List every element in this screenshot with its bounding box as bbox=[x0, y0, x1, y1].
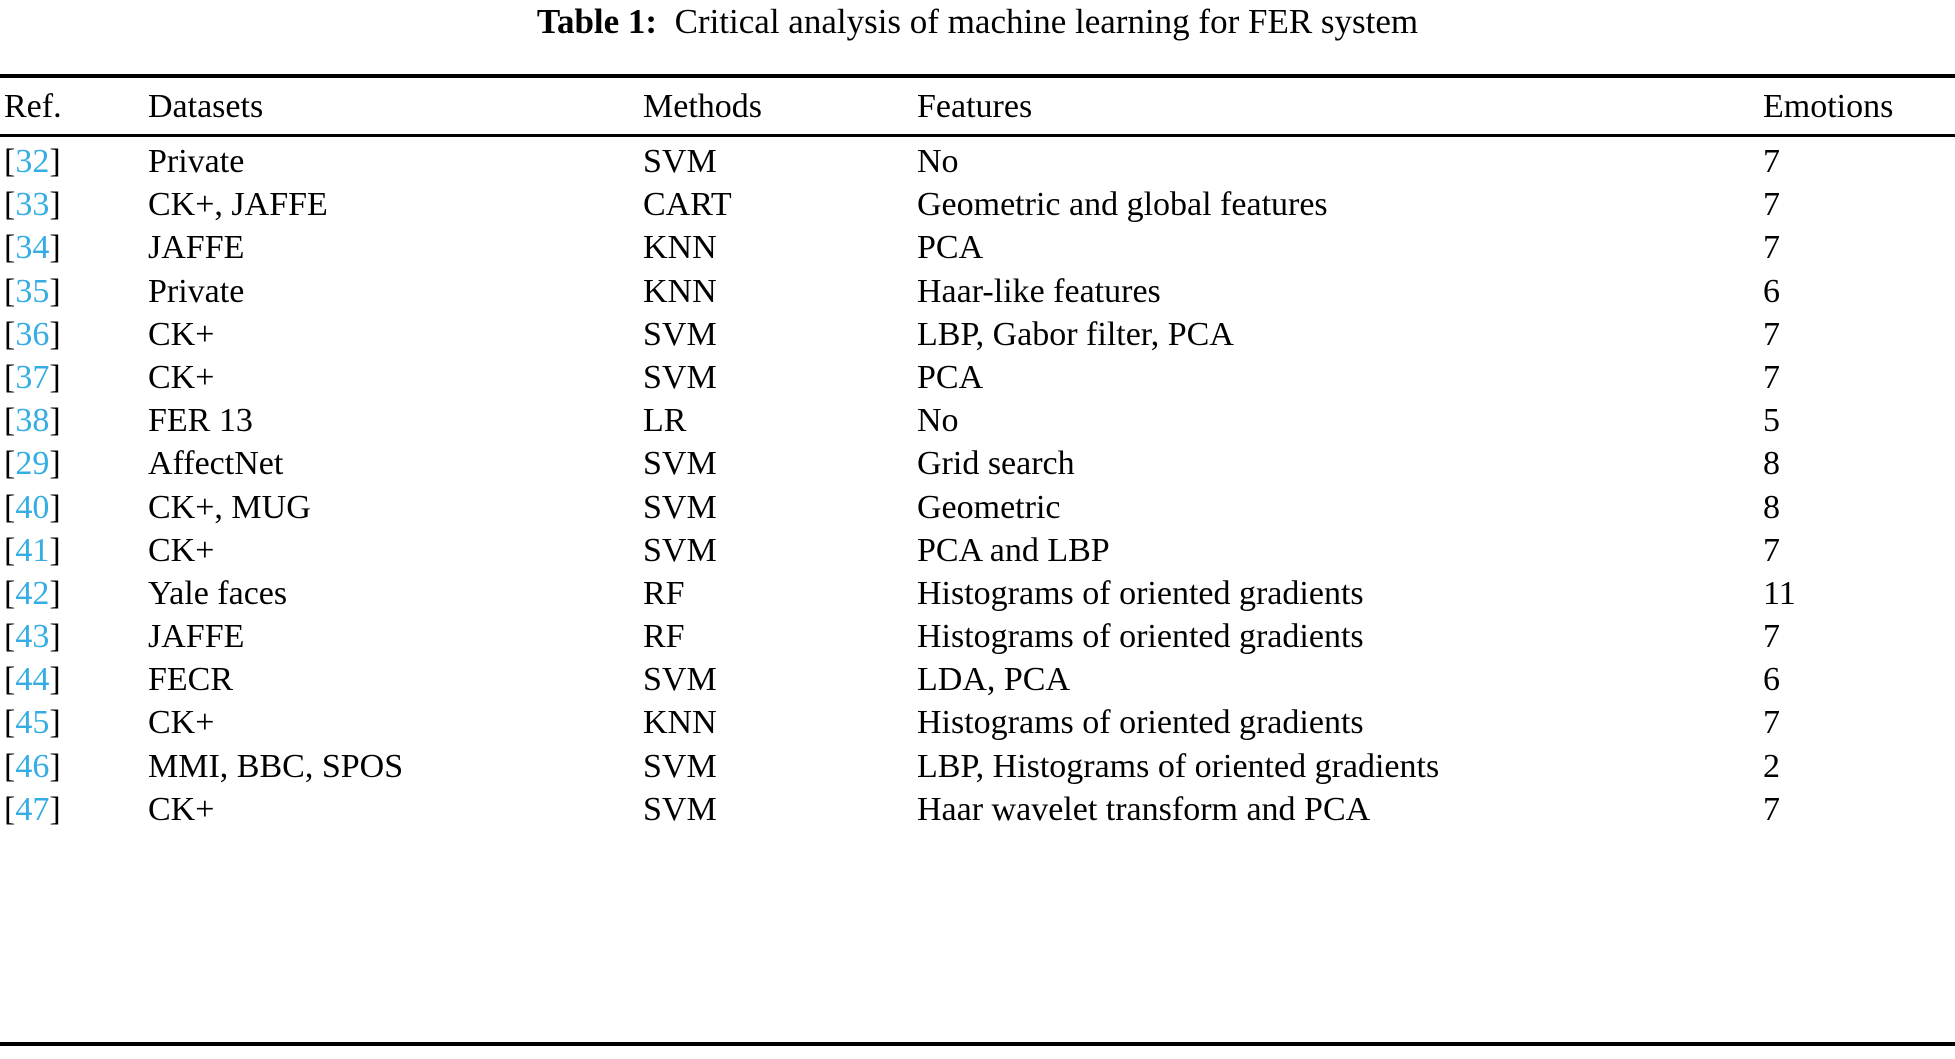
cell-methods: SVM bbox=[643, 315, 717, 353]
citation-bracket-close: ] bbox=[49, 358, 61, 396]
cell-datasets: CK+, JAFFE bbox=[148, 186, 328, 224]
cell-datasets: CK+ bbox=[148, 358, 215, 396]
citation-link[interactable] bbox=[4, 486, 144, 529]
table-row bbox=[0, 615, 1955, 658]
cell-features: Histograms of oriented gradients bbox=[917, 704, 1364, 742]
citation-bracket-open: [ bbox=[4, 790, 16, 828]
citation-number[interactable]: 33 bbox=[15, 186, 50, 224]
citation-bracket-open: [ bbox=[4, 143, 16, 180]
cell-methods: KNN bbox=[643, 229, 717, 267]
citation-bracket-open: [ bbox=[4, 358, 16, 396]
cell-datasets: Yale faces bbox=[148, 574, 288, 612]
cell-datasets: AffectNet bbox=[148, 445, 284, 483]
citation-bracket-close: ] bbox=[49, 790, 61, 828]
citation-bracket-open: [ bbox=[4, 445, 16, 483]
cell-datasets: CK+ bbox=[148, 790, 215, 828]
cell-datasets: JAFFE bbox=[148, 618, 245, 656]
cell-features: No bbox=[917, 143, 959, 180]
cell-features: PCA bbox=[917, 358, 984, 396]
cell-methods: KNN bbox=[643, 272, 717, 310]
table-row bbox=[0, 399, 1955, 442]
citation-link[interactable] bbox=[4, 745, 144, 788]
column-header-ref: Ref. bbox=[4, 88, 62, 125]
cell-emotions: 5 bbox=[1763, 402, 1780, 440]
citation-bracket-open: [ bbox=[4, 661, 16, 699]
citation-link[interactable] bbox=[4, 658, 144, 701]
cell-emotions: 7 bbox=[1763, 229, 1780, 267]
table-caption-label: Table 1: bbox=[536, 2, 658, 41]
citation-number[interactable]: 43 bbox=[15, 618, 50, 656]
cell-methods: SVM bbox=[643, 143, 717, 180]
table-row bbox=[0, 745, 1955, 788]
citation-bracket-open: [ bbox=[4, 402, 16, 440]
table-caption bbox=[0, 0, 1955, 44]
table-row bbox=[0, 226, 1955, 269]
cell-datasets: CK+, MUG bbox=[148, 488, 311, 526]
cell-features: Haar wavelet transform and PCA bbox=[917, 790, 1371, 828]
cell-features: PCA and LBP bbox=[917, 531, 1110, 569]
citation-link[interactable] bbox=[4, 529, 144, 572]
citation-bracket-open: [ bbox=[4, 574, 16, 612]
cell-features: LBP, Histograms of oriented gradients bbox=[917, 747, 1440, 785]
citation-number[interactable]: 34 bbox=[15, 229, 50, 267]
cell-features: Grid search bbox=[917, 445, 1075, 483]
column-header-features: Features bbox=[917, 88, 1033, 125]
citation-bracket-close: ] bbox=[49, 488, 61, 526]
table-row bbox=[0, 313, 1955, 356]
cell-features: LDA, PCA bbox=[917, 661, 1071, 699]
citation-bracket-open: [ bbox=[4, 186, 16, 224]
citation-bracket-close: ] bbox=[49, 574, 61, 612]
cell-emotions: 7 bbox=[1763, 186, 1780, 224]
cell-methods: SVM bbox=[643, 790, 717, 828]
citation-link[interactable] bbox=[4, 572, 144, 615]
table-body bbox=[0, 140, 1955, 831]
cell-datasets: FECR bbox=[148, 661, 234, 699]
citation-number[interactable]: 42 bbox=[15, 574, 50, 612]
citation-link[interactable] bbox=[4, 313, 144, 356]
citation-number[interactable]: 38 bbox=[15, 402, 50, 440]
table-row bbox=[0, 140, 1955, 183]
citation-bracket-close: ] bbox=[49, 186, 61, 224]
citation-bracket-close: ] bbox=[49, 661, 61, 699]
table-row bbox=[0, 356, 1955, 399]
citation-bracket-open: [ bbox=[4, 272, 16, 310]
citation-number[interactable]: 46 bbox=[15, 747, 50, 785]
cell-emotions: 11 bbox=[1763, 574, 1796, 612]
citation-number[interactable]: 47 bbox=[15, 790, 50, 828]
cell-emotions: 7 bbox=[1763, 315, 1780, 353]
citation-bracket-close: ] bbox=[49, 229, 61, 267]
citation-link[interactable] bbox=[4, 270, 144, 313]
table-row bbox=[0, 701, 1955, 744]
citation-link[interactable] bbox=[4, 701, 144, 744]
citation-bracket-open: [ bbox=[4, 704, 16, 742]
citation-bracket-open: [ bbox=[4, 229, 16, 267]
citation-number[interactable]: 36 bbox=[15, 315, 50, 353]
table-header-rule bbox=[0, 134, 1955, 137]
citation-bracket-close: ] bbox=[49, 315, 61, 353]
column-header-datasets: Datasets bbox=[148, 88, 264, 125]
citation-bracket-open: [ bbox=[4, 618, 16, 656]
cell-emotions: 8 bbox=[1763, 445, 1780, 483]
citation-number[interactable]: 32 bbox=[15, 143, 50, 180]
citation-bracket-close: ] bbox=[49, 747, 61, 785]
cell-datasets: FER 13 bbox=[148, 402, 253, 440]
cell-methods: KNN bbox=[643, 704, 717, 742]
cell-datasets: CK+ bbox=[148, 531, 215, 569]
table-row bbox=[0, 183, 1955, 226]
citation-bracket-close: ] bbox=[49, 402, 61, 440]
table-row bbox=[0, 788, 1955, 831]
table-header-row bbox=[0, 82, 1955, 132]
citation-number[interactable]: 29 bbox=[15, 445, 50, 483]
citation-bracket-close: ] bbox=[49, 531, 61, 569]
citation-bracket-close: ] bbox=[49, 618, 61, 656]
citation-bracket-close: ] bbox=[49, 143, 61, 180]
column-header-emotions: Emotions bbox=[1763, 88, 1894, 125]
cell-datasets: JAFFE bbox=[148, 229, 245, 267]
cell-datasets: Private bbox=[148, 272, 245, 310]
cell-methods: LR bbox=[643, 402, 687, 440]
table-row bbox=[0, 658, 1955, 701]
citation-link[interactable] bbox=[4, 615, 144, 658]
cell-features: Histograms of oriented gradients bbox=[917, 618, 1364, 656]
citation-link[interactable] bbox=[4, 140, 144, 183]
citation-bracket-open: [ bbox=[4, 315, 16, 353]
cell-emotions: 7 bbox=[1763, 358, 1780, 396]
cell-methods: SVM bbox=[643, 747, 717, 785]
cell-methods: RF bbox=[643, 618, 685, 656]
citation-bracket-open: [ bbox=[4, 531, 16, 569]
citation-link[interactable] bbox=[4, 788, 144, 831]
citation-bracket-open: [ bbox=[4, 747, 16, 785]
table-top-rule bbox=[0, 74, 1955, 78]
table-row bbox=[0, 529, 1955, 572]
cell-features: Geometric bbox=[917, 488, 1061, 526]
citation-number[interactable]: 44 bbox=[15, 661, 50, 699]
cell-emotions: 7 bbox=[1763, 531, 1780, 569]
cell-emotions: 6 bbox=[1763, 661, 1780, 699]
cell-datasets: CK+ bbox=[148, 704, 215, 742]
citation-bracket-close: ] bbox=[49, 272, 61, 310]
cell-methods: CART bbox=[643, 186, 732, 224]
cell-methods: SVM bbox=[643, 358, 717, 396]
table-row bbox=[0, 572, 1955, 615]
citation-bracket-close: ] bbox=[49, 704, 61, 742]
citation-number[interactable]: 40 bbox=[15, 488, 50, 526]
citation-bracket-close: ] bbox=[49, 445, 61, 483]
column-header-methods: Methods bbox=[643, 88, 762, 125]
citation-link[interactable] bbox=[4, 183, 144, 226]
cell-emotions: 6 bbox=[1763, 272, 1780, 310]
table-row bbox=[0, 442, 1955, 485]
citation-link[interactable] bbox=[4, 399, 144, 442]
cell-datasets: Private bbox=[148, 143, 245, 180]
table-row bbox=[0, 486, 1955, 529]
cell-features: Haar-like features bbox=[917, 272, 1161, 310]
citation-number[interactable]: 35 bbox=[15, 272, 50, 310]
cell-features: Histograms of oriented gradients bbox=[917, 574, 1364, 612]
cell-emotions: 7 bbox=[1763, 143, 1780, 180]
cell-datasets: CK+ bbox=[148, 315, 215, 353]
cell-methods: SVM bbox=[643, 531, 717, 569]
cell-features: LBP, Gabor filter, PCA bbox=[917, 315, 1234, 353]
cell-methods: RF bbox=[643, 574, 685, 612]
citation-number[interactable]: 41 bbox=[15, 531, 50, 569]
citation-link[interactable] bbox=[4, 442, 144, 485]
cell-features: PCA bbox=[917, 229, 984, 267]
table-bottom-rule bbox=[0, 1042, 1955, 1046]
table-row bbox=[0, 270, 1955, 313]
citation-link[interactable] bbox=[4, 356, 144, 399]
cell-datasets: MMI, BBC, SPOS bbox=[148, 747, 404, 785]
cell-methods: SVM bbox=[643, 488, 717, 526]
cell-features: Geometric and global features bbox=[917, 186, 1328, 224]
cell-methods: SVM bbox=[643, 661, 717, 699]
citation-link[interactable] bbox=[4, 226, 144, 269]
cell-emotions: 7 bbox=[1763, 790, 1780, 828]
cell-emotions: 7 bbox=[1763, 704, 1780, 742]
citation-number[interactable]: 45 bbox=[15, 704, 50, 742]
citation-bracket-open: [ bbox=[4, 488, 16, 526]
table-caption-text: Critical analysis of machine learning for FER system bbox=[674, 2, 1419, 41]
cell-methods: SVM bbox=[643, 445, 717, 483]
cell-emotions: 7 bbox=[1763, 618, 1780, 656]
cell-emotions: 8 bbox=[1763, 488, 1780, 526]
citation-number[interactable]: 37 bbox=[15, 358, 50, 396]
cell-features: No bbox=[917, 402, 959, 440]
cell-emotions: 2 bbox=[1763, 747, 1780, 785]
